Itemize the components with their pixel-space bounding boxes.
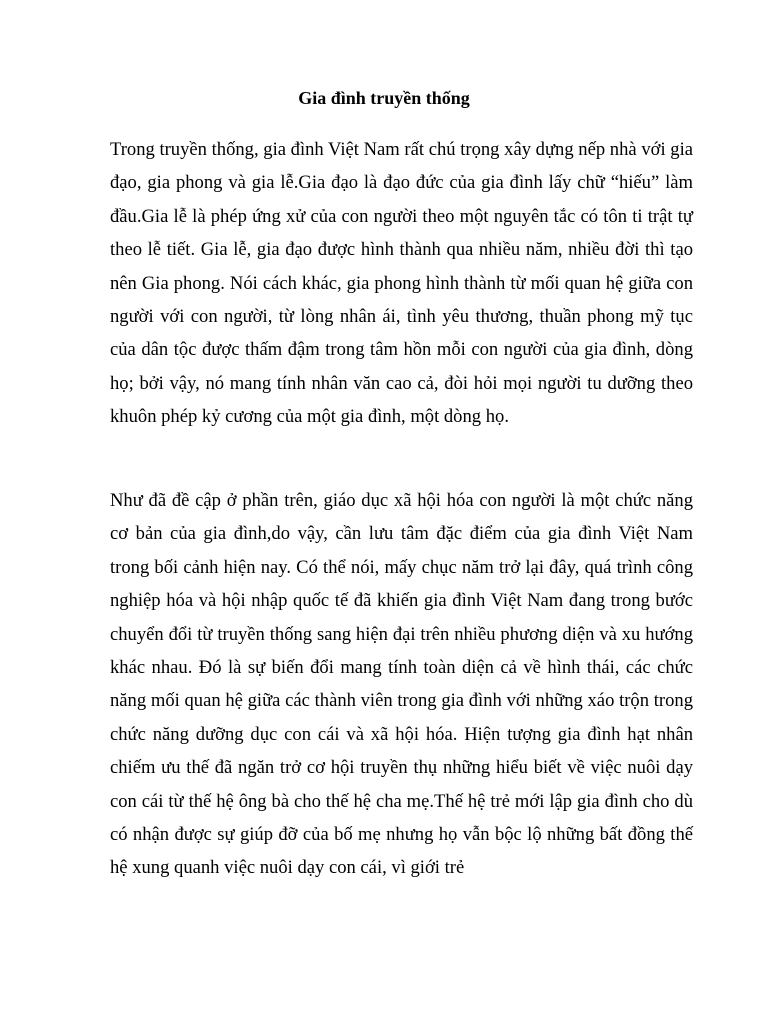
paragraph-2: Như đã đề cập ở phần trên, giáo dục xã hội hóa con người là một chức năng cơ bản của gia đình,do vậy, cần lưu tâm đặc điểm của gia đình Việt Nam trong bối cảnh hiện nay. Có thể nói, mấy chục năm trở lại đây, quá trình công nghiệp hóa và hội nhập quốc tế đã khiến gia đình Việt Nam đang trong bước chuyển đổi từ truyền thống sang hiện đại trên nhiều phương diện và xu hướng khác nhau. Đó là sự biến đổi mang tính toàn diện cả về hình thái, các chức năng mối quan hệ giữa các thành viên trong gia đình với những xáo trộn trong chức năng dưỡng dục con cái và xã hội hóa. Hiện tượng gia đình hạt nhân chiếm ưu thế đã ngăn trở cơ hội truyền thụ những hiểu biết về việc nuôi dạy con cái từ thế hệ ông bà cho thế hệ cha mẹ.Thế hệ trẻ mới lập gia đình cho dù có nhận được sự giúp đỡ của bố mẹ nhưng họ vẫn bộc lộ những bất đồng thế hệ xung quanh việc nuôi dạy con cái, vì giới trẻ [110,490,693,879]
document-title: Gia đình truyền thống [298,88,470,108]
paragraph-1: Trong truyền thống, gia đình Việt Nam rất chú trọng xây dựng nếp nhà với gia đạo, gia phong và gia lễ.Gia đạo là đạo đức của gia đình lấy chữ “hiếu” làm đầu.Gia lễ là phép ứng xử của con người theo một nguyên tắc có tôn ti trật tự theo lễ tiết. Gia lễ, gia đạo được hình thành qua nhiều năm, nhiều đời thì tạo nên Gia phong. Nói cách khác, gia phong hình thành từ mối quan hệ giữa con người với con người, từ lòng nhân ái, tình yêu thương, thuần phong mỹ tục của dân tộc được thấm đậm trong tâm hồn mỗi con người của gia đình, dòng họ; bởi vậy, nó mang tính nhân văn cao cả, đòi hỏi mọi người tu dưỡng theo khuôn phép kỷ cương của một gia đình, một dòng họ. [110,139,693,428]
